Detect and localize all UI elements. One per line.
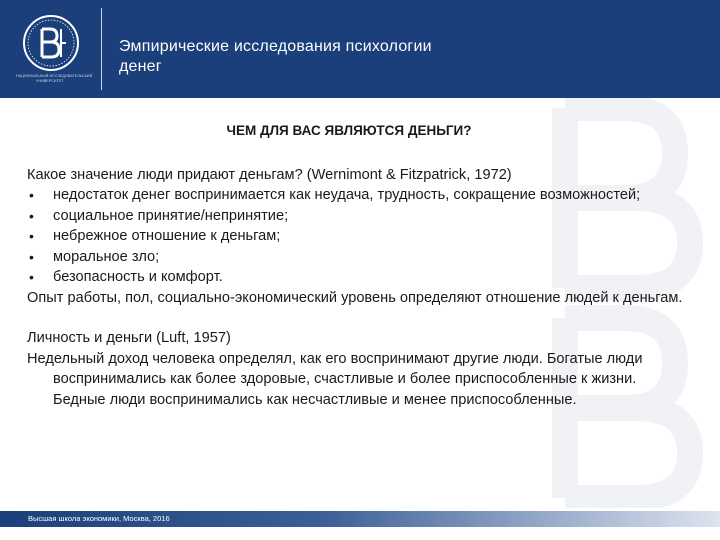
list-item — [27, 247, 687, 268]
logo-caption — [16, 74, 108, 84]
bullet-dot-icon: • — [29, 187, 34, 203]
intro-luft: Личность и деньги (Luft, 1957) — [27, 330, 231, 346]
page-title-line1: Эмпирические исследования психологии — [119, 38, 432, 55]
intro-wernimont: Какое значение люди придают деньгам? (Wernimont & Fitzpatrick, 1972) — [27, 166, 512, 183]
list-item — [27, 185, 687, 206]
list-item — [27, 206, 687, 227]
hse-logo — [16, 12, 106, 92]
bullet-text: моральное зло; — [53, 248, 160, 265]
footer-bar — [0, 511, 720, 527]
bullet-text: недостаток денег воспринимается как неудача, трудность, сокращение возможностей; — [53, 187, 641, 203]
slide-body — [27, 118, 687, 410]
footer-text: Высшая школа экономики, Москва, 2016 — [28, 514, 170, 523]
slide-heading: ЧЕМ ДЛЯ ВАС ЯВЛЯЮТСЯ ДЕНЬГИ? — [226, 123, 472, 138]
list-item — [27, 267, 687, 288]
page-title-line2: денег — [119, 58, 162, 75]
paragraph-experience: Опыт работы, пол, социально-экономический уровень определяют отношение людей к деньгам. — [27, 289, 683, 306]
logo-caption-line1: НАЦИОНАЛЬНЫЙ ИССЛЕДОВАТЕЛЬСКИЙ — [16, 74, 93, 78]
bullet-text: безопасность и комфорт. — [53, 269, 223, 285]
bullet-dot-icon: • — [29, 248, 34, 265]
spacer — [27, 308, 687, 328]
hse-logo-icon — [22, 14, 80, 72]
bullet-dot-icon: • — [29, 207, 34, 224]
bullet-dot-icon: • — [29, 269, 34, 285]
logo-caption-line2: УНИВЕРСИТЕТ — [36, 79, 64, 83]
paragraph-income: Недельный доход человека определял, как его воспринимают другие люди. Богатые люди воспринимались как более здоровые, счастливые и более приспособленные к жизни. Бедные люди воспринимались как несчастливые и менее приспособленные. — [27, 350, 643, 408]
bullet-text: небрежное отношение к деньгам; — [53, 228, 281, 244]
header-divider — [101, 8, 102, 90]
bullet-text: социальное принятие/непринятие; — [53, 207, 289, 224]
header-bar — [0, 0, 720, 98]
page-title — [119, 37, 539, 77]
list-item — [27, 226, 687, 247]
bullet-dot-icon: • — [29, 228, 34, 244]
